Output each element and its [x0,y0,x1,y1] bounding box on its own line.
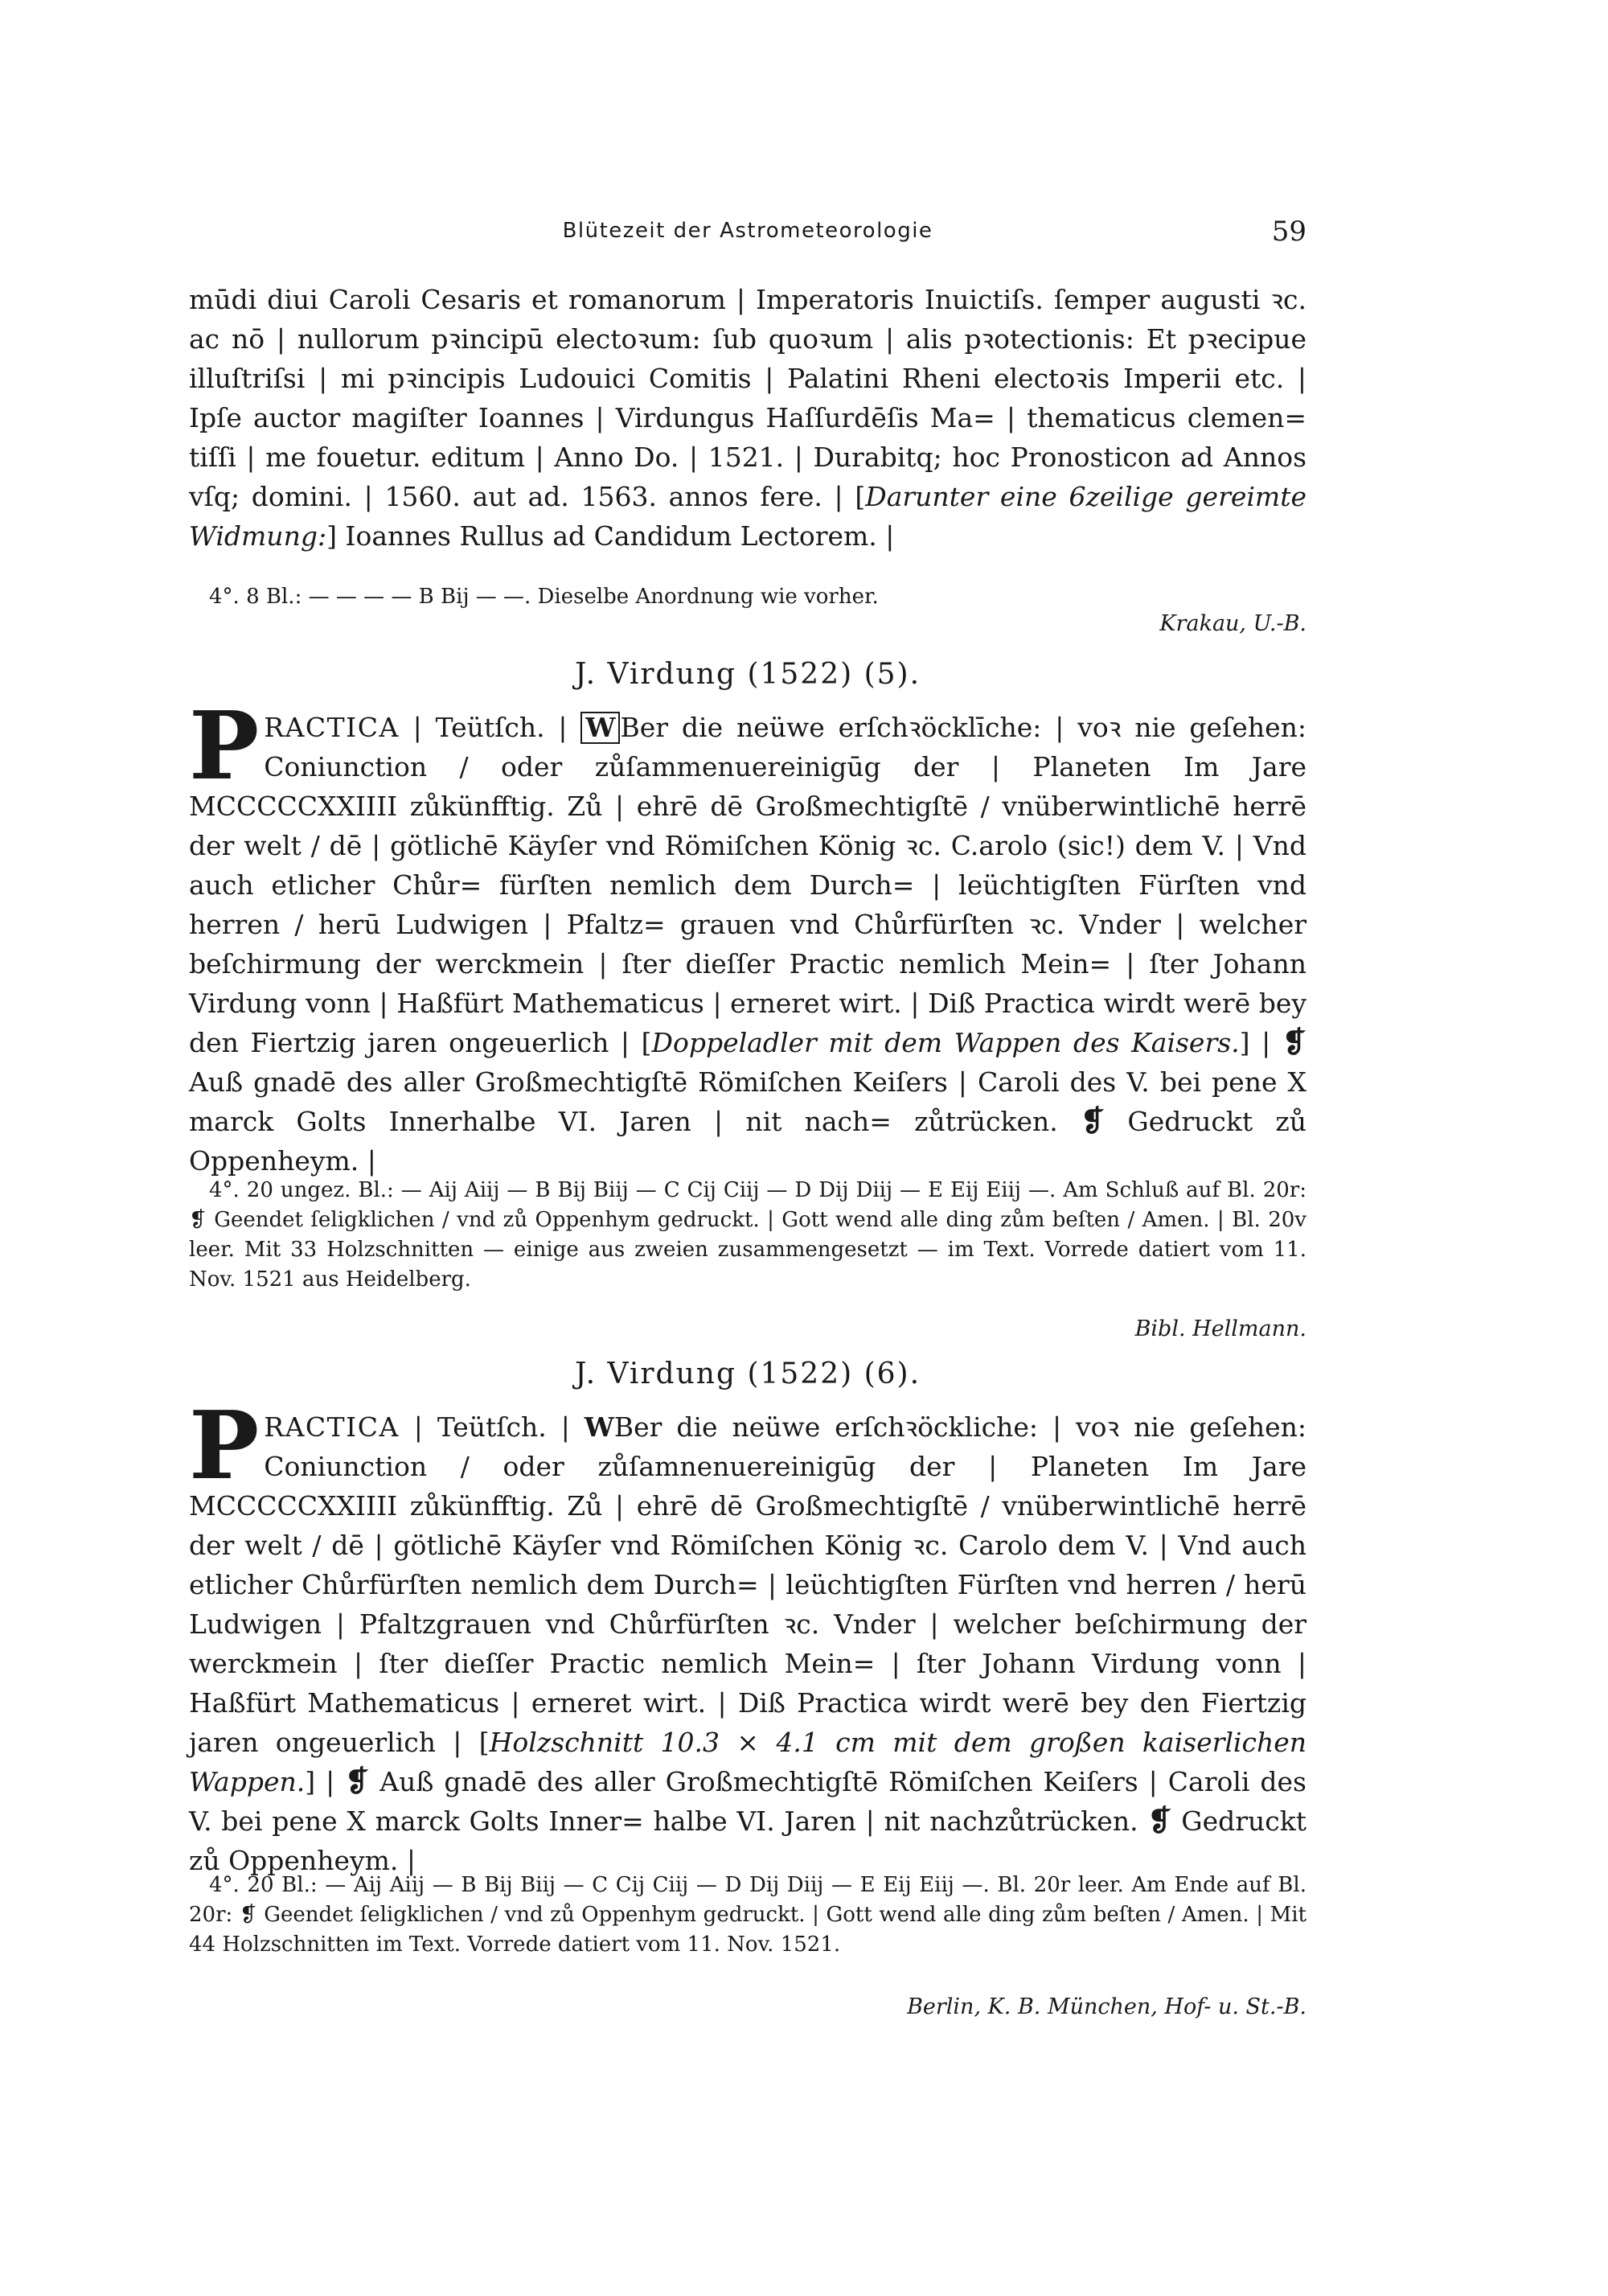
entry-6-lead: RACTICA [264,1411,400,1443]
entry-a-location: Krakau, U.-B. [1159,611,1306,636]
entry-6-text: PRACTICA | Teütſch. | WBer die neüwe erſchꝛöckliche: | voꝛ nie geſehen: Coniunction / oder zůſamnenuereinigūg der | Planeten Im Jare MCCCCCXXIIII zůkünfftig. Zů | ehrē dē Großmechtigſtē / vnüberwintlichē herrē der welt / dē | götlichē Käyſer vnd Römiſchen König ꝛc. Carolo dem V. | Vnd auch etlicher Chůrfürſten nemlich dem Durch= | leüchtigſten Fürſten vnd herren / herū Ludwigen | Pfaltzgrauen vnd Chůrfürſten ꝛc. Vnder | welcher beſchirmung der werckmein | ſter dieſſer Practic nemlich Mein= | ſter Johann Virdung vonn | Haßfürt Mathematicus | erneret wirt. | Diß Practica wirdt werē bey den Fiertzig jaren ongeuerlich | [Holzschnitt 10.3 × 4.1 cm mit dem großen kaiserlichen Wappen.] | ❡ Auß gnadē des aller Großmechtigſtē Römiſchen Keiſers | Caroli des V. bei pene X marck Golts Inner= halbe VI. Jaren | nit nachzůtrücken. ❡ Gedruckt zů Oppenheym. | [189,1391,1307,1876]
entry-5-location: Bibl. Hellmann. [1134,1316,1306,1341]
pilcrow-icon: ❡ [1282,1025,1306,1059]
pilcrow-icon: ❡ [345,1764,370,1798]
entry-a-text: mūdi diui Caroli Cesaris et romanorum | Imperatoris Inuictiſs. ſemper augusti ꝛc. ac nō | nullorum pꝛincipū electoꝛum: ſub quoꝛum | alis pꝛotectionis: Et pꝛecipue illuſtriſsi | mi pꝛincipis Ludouici Comitis | Palatini Rheni electoꝛis Imperii etc. | Ipſe auctor magiſter Ioannes | Virdungus Haſſurdēſis Ma= | thematicus clemen= tiſſi | me fouetur. editum | Anno Do. | 1521. | Durabitq; hoc Pronosticon ad Annos vſq; domini. | 1560. aut ad. 1563. annos fere. | [Darunter eine 6zeilige gereimte Widmung:] Ioannes Rullus ad Candidum Lectorem. | [189,284,1307,552]
entry-5-lead: RACTICA [264,712,400,743]
entry-a-body: mūdi diui Caroli Cesaris et romanorum | Imperatoris Inuictiſs. ſemper augusti ꝛc. ac nō | nullorum pꝛincipū electoꝛum: ſub quoꝛum | alis pꝛotectionis: Et pꝛecipue illuſtriſsi | mi pꝛincipis Ludouici Comitis | Palatini Rheni electoꝛis Imperii etc. | Ipſe auctor magiſter Ioannes | Virdungus Haſſurdēſis Ma= | thematicus clemen= tiſſi | me fouetur. editum | Anno Do. | 1521. | Durabitq; hoc Pronosticon ad Annos vſq; domini. | 1560. aut ad. 1563. annos fere. | [189,284,1306,512]
entry-6-initial: W [584,1411,614,1443]
entry-6-note: Holzschnitt 10.3 × 4.1 cm mit dem großen kaiserlichen Wappen. [189,1727,1307,1797]
page-number: 59 [1271,216,1306,248]
entry-5-heading: J. Virdung (1522) (5). [574,658,921,691]
entry-6-heading: J. Virdung (1522) (6). [574,1357,921,1390]
entry-a-tail: Ioannes Rullus ad Candidum Lectorem. | [336,520,895,552]
pilcrow-icon: ❡ [1081,1104,1106,1138]
running-head-title: Blütezeit der Astrometeorologie [562,219,933,243]
entry-5-note: Doppeladler mit dem Wappen des Kaisers. [651,1027,1240,1058]
entry-5-collation: 4°. 20 ungez. Bl.: — Aij Aiij — B Bij Biij — C Cij Ciij — D Dij Diij — E Eij Eiij —. Am Schluß auf Bl. 20r: ❡ Geendet ſeligklichen / vnd zů Oppenhym gedruckt. | Gott wend alle ding zům beſten / Amen. | Bl. 20v leer. Mit 33 Holzschnitten — einige aus zweien zusammengesetzt — im Text. Vorrede datiert vom 11. Nov. 1521 aus Heidelberg. [189,1178,1306,1292]
entry-a-note: Darunter eine 6zeilige gereimte Widmung: [189,481,1307,552]
entry-6-locations: Berlin, K. B. München, Hof- u. St.-B. [907,1994,1306,2019]
entry-5-dropcap: P [189,692,260,801]
entry-5-boxed-initial: W [580,712,620,744]
entry-5-text: PRACTICA | Teütſch. | W Ber die neüwe erſchꝛöcklīche: | voꝛ nie geſehen: Coniunction / oder zůſammenuereinigūg der | Planeten Im Jare MCCCCCXXIIII zůkünfftig. Zů | ehrē dē Großmechtigſtē / vnüberwintlichē herrē der welt / dē | götlichē Käyſer vnd Römiſchen König ꝛc. C.arolo (sic!) dem V. | Vnd auch etlicher Chůr= fürſten nemlich dem Durch= | leüchtigſten Fürſten vnd herren / herū Ludwigen | Pfaltz= grauen vnd Chůrfürſten ꝛc. Vnder | welcher beſchirmung der werckmein | ſter dieſſer Practic nemlich Mein= | ſter Johann Virdung vonn | Haßfürt Mathematicus | erneret wirt. | Diß Practica wirdt werē bey den Fiertzig jaren ongeuerlich | [Doppeladler mit dem Wappen des Kaisers.] | ❡ Auß gnadē des aller Großmechtigſtē Römiſchen Keiſers | Caroli des V. bei pene X marck Golts Innerhalbe VI. Jaren | nit nach= zůtrücken. ❡ Gedruckt zů Oppenheym. | [189,692,1306,1177]
entry-a-collation: 4°. 8 Bl.: — — — — B Bij — —. Dieselbe Anordnung wie vorher. [209,585,879,609]
pilcrow-icon: ❡ [1147,1804,1172,1838]
running-head [189,216,1306,256]
entry-6-collation: 4°. 20 Bl.: — Aij Aiij — B Bij Biij — C Cij Ciij — D Dij Diij — E Eij Eiij —. Bl. 20r leer. Am Ende auf Bl. 20r: ❡ Geendet ſeligklichen / vnd zů Oppenhym gedruckt. | Gott wend alle ding zům beſten / Amen. | Mit 44 Holzschnitten im Text. Vorrede datiert vom 11. Nov. 1521. [189,1873,1306,1957]
entry-6-dropcap: P [189,1391,260,1501]
